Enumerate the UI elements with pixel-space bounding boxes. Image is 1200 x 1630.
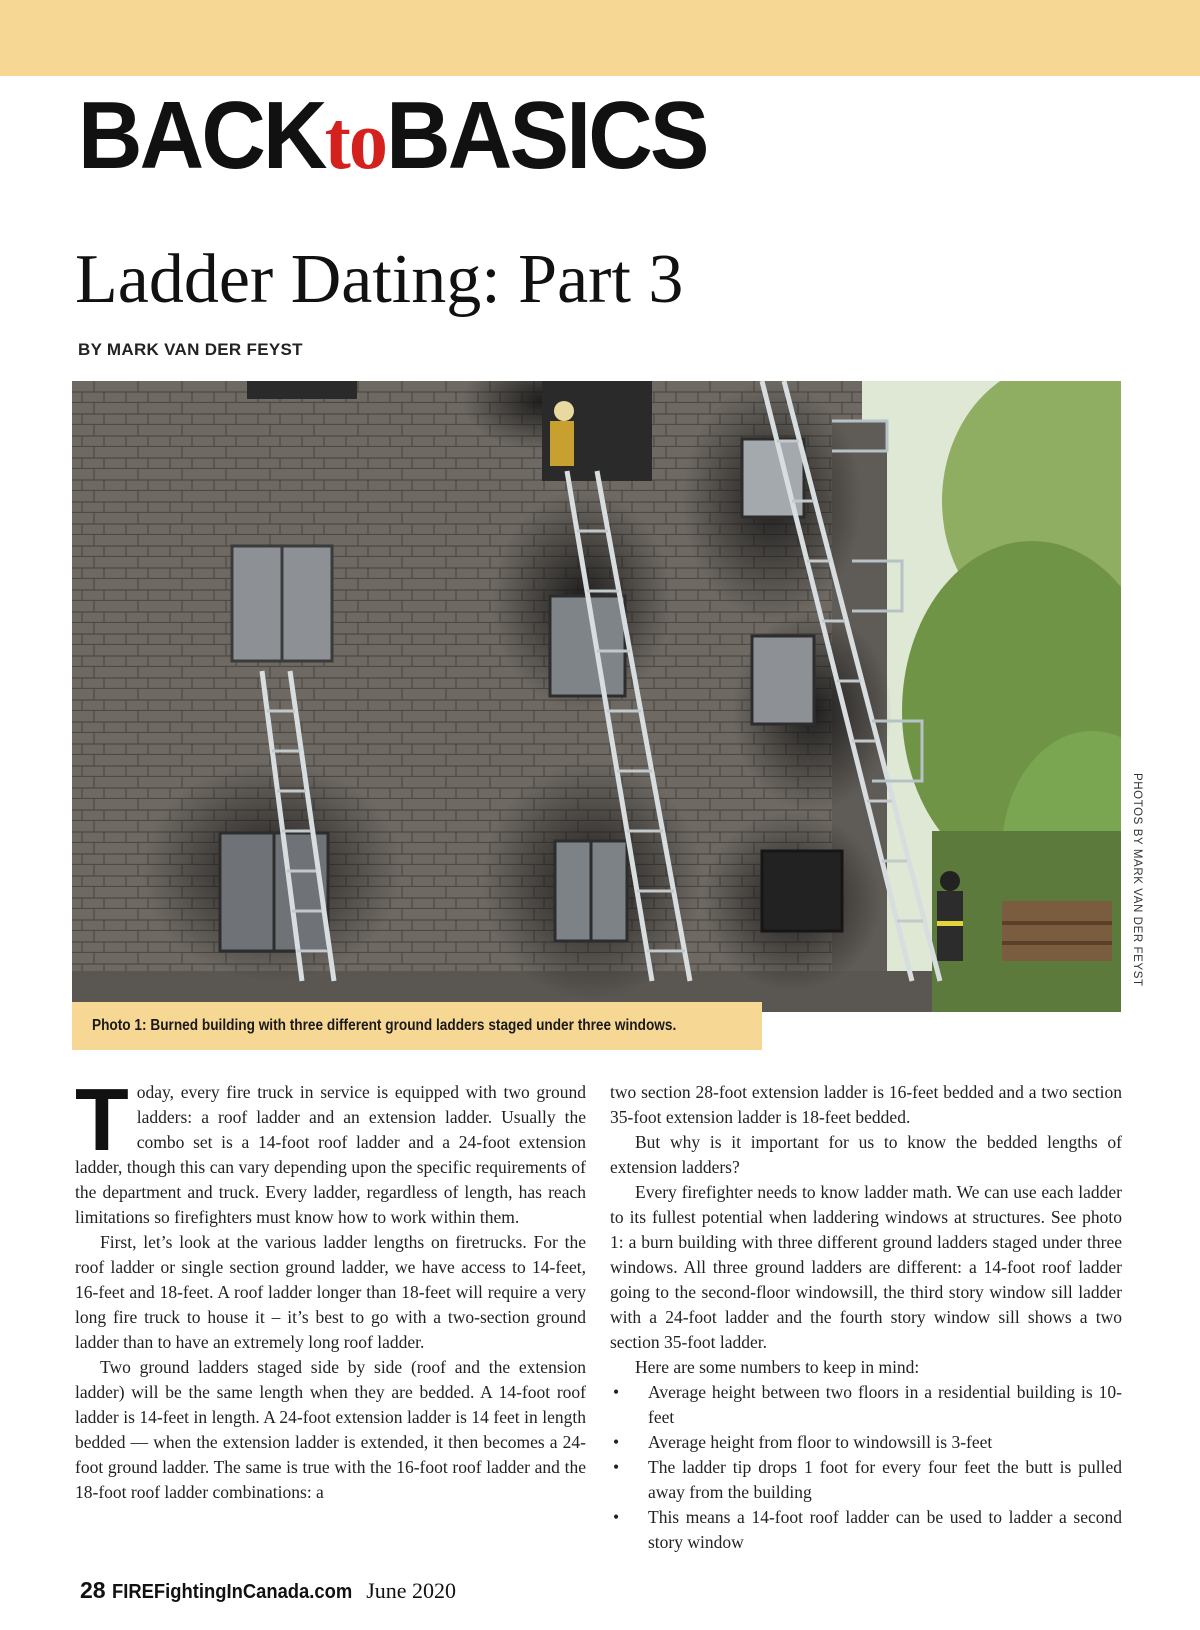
top-color-band [0, 0, 1200, 76]
section-logo [78, 82, 707, 189]
body-paragraph: Two ground ladders staged side by side (roof and the extension ladder) will be the same length when they are bedded. A 14-foot roof ladder is 14-feet in length. A 24-foot extension ladder is 14 feet in length bedded — when the extension ladder is extended, it then becomes a 24-foot ground ladder. The same is true with the 16-foot roof ladder and the 18-foot roof ladder combinations: a [75, 1357, 586, 1502]
body-paragraph: two section 28-foot extension ladder is 16-feet bedded and a two section 35-foot extension ladder is 18-feet bedded. [610, 1082, 1122, 1127]
logo-word-basics: BASICS [386, 82, 707, 189]
bullet-item: • This means a 14-foot roof ladder can be used to ladder a second story window [610, 1505, 1122, 1555]
photo-credit-text: PHOTOS BY MARK VAN DER FEYST [1131, 773, 1143, 987]
photo-caption-box [72, 1002, 762, 1050]
photo-caption: Photo 1: Burned building with three different ground ladders staged under three windows. [92, 1017, 677, 1034]
article-photo [72, 381, 1121, 1012]
body-paragraph [75, 1070, 586, 1230]
article-column-right [610, 1080, 1122, 1555]
logo-word-to: to [324, 94, 387, 187]
bullet-item: • The ladder tip drops 1 foot for every four feet the butt is pulled away from the building [610, 1455, 1122, 1505]
bullet-item: • Average height between two floors in a residential building is 10-feet [610, 1380, 1122, 1430]
body-paragraph: Here are some numbers to keep in mind: [635, 1357, 920, 1377]
footer-date: June 2020 [366, 1578, 457, 1603]
bullet-item: • Average height from floor to windowsill is 3-feet [610, 1430, 1122, 1455]
page-number: 28 [80, 1577, 106, 1603]
drop-cap: T [75, 1070, 129, 1169]
page-footer [80, 1577, 456, 1604]
article-title: Ladder Dating: Part 3 [75, 241, 684, 318]
photo-illustration [72, 381, 1121, 1012]
bullet-list [610, 1380, 1122, 1555]
logo-word-back: BACK [78, 82, 325, 189]
article-column-left [75, 1070, 586, 1505]
body-paragraph: Every firefighter needs to know ladder math. We can use each ladder to its fullest potential when laddering windows at structures. See photo 1: a burn building with three different ground ladders staged under three windows. All three ground ladders are different: a 14-foot roof ladder going to the second-floor windowsill, the third story window sill ladder with a 24-foot ladder and the fourth story window sill shows a two section 35-foot ladder. [610, 1182, 1122, 1352]
body-paragraph: But why is it important for us to know the bedded lengths of extension ladders? [610, 1132, 1122, 1177]
footer-site: FIREFightingInCanada.com [111, 1581, 352, 1603]
byline: BY MARK VAN DER FEYST [78, 340, 303, 359]
photo-credit [1129, 773, 1143, 993]
paragraph-text: oday, every fire truck in service is equipped with two ground ladders: a roof ladder and an extension ladder. Usually the combo set is a 14-foot roof ladder and a 24-foot extension ladder, though this can vary depending upon the specific requirements of the department and truck. Every ladder, regardless of length, has reach limitations so firefighters must know how to work within them. [75, 1082, 586, 1227]
body-paragraph: First, let’s look at the various ladder lengths on firetrucks. For the roof ladder or single section ground ladder, we have access to 14-feet, 16-feet and 18-feet. A roof ladder longer than 18-feet will require a very long fire truck to house it – it’s best to go with a two-section ground ladder than to have an extremely long roof ladder. [75, 1232, 586, 1352]
